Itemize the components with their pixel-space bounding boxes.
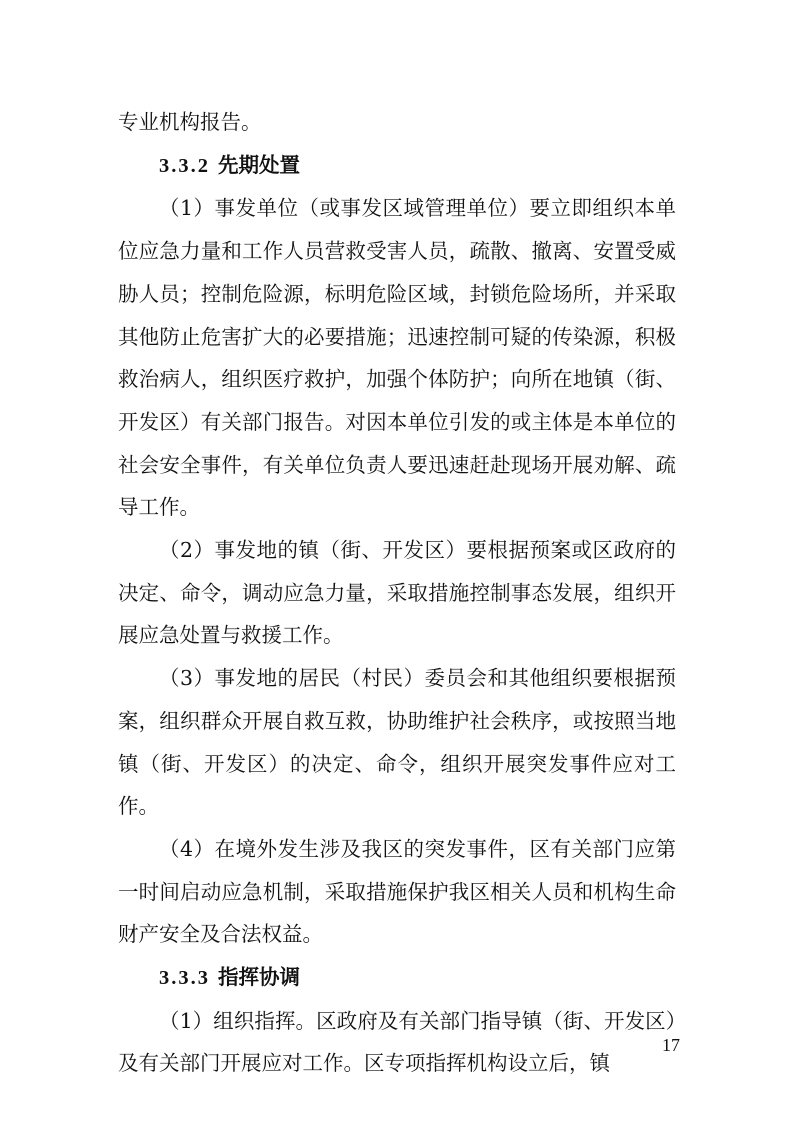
document-body [118, 101, 676, 1085]
section-heading-3-3-3 [118, 956, 676, 1000]
section-number: 3.3.3 [159, 967, 210, 990]
section-title: 指挥协调 [218, 965, 300, 990]
paragraph-continuation: 专业机构报告。 [118, 110, 262, 134]
section-title: 先期处置 [218, 152, 300, 177]
paragraph: （1）事发单位（或事发区域管理单位）要立即组织本单位应急力量和工作人员营救受害人员，疏散、撤离、安置受威胁人员；控制危险源，标明危险区域，封锁危险场所，并采取其他防止危害扩大的必要措施；迅速控制可疑的传染源，积极救治病人，组织医疗救护，加强个体防护；向所在地镇（街、开发区）有关部门报告。对因本单位引发的或主体是本单位的社会安全事件，有关单位负责人要迅速赶赴现场开展劝解、疏导工作。 [118, 196, 676, 520]
paragraph: （1）组织指挥。区政府及有关部门指导镇（街、开发区）及有关部门开展应对工作。区专项指挥机构设立后，镇 [118, 1008, 676, 1076]
paragraph: （4）在境外发生涉及我区的突发事件，区有关部门应第一时间启动应急机制，采取措施保护我区相关人员和机构生命财产安全及合法权益。 [118, 836, 676, 947]
page-number: 17 [662, 1035, 680, 1055]
section-number: 3.3.2 [159, 154, 210, 177]
paragraph: （2）事发地的镇（街、开发区）要根据预案或区政府的决定、命令，调动应急力量，采取措施控制事态发展，组织开展应急处置与救援工作。 [118, 538, 676, 648]
paragraph: （3）事发地的居民（村民）委员会和其他组织要根据预案，组织群众开展自救互救，协助维护社会秩序，或按照当地镇（街、开发区）的决定、命令，组织开展突发事件应对工作。 [118, 666, 676, 819]
section-heading-3-3-2 [118, 144, 676, 188]
